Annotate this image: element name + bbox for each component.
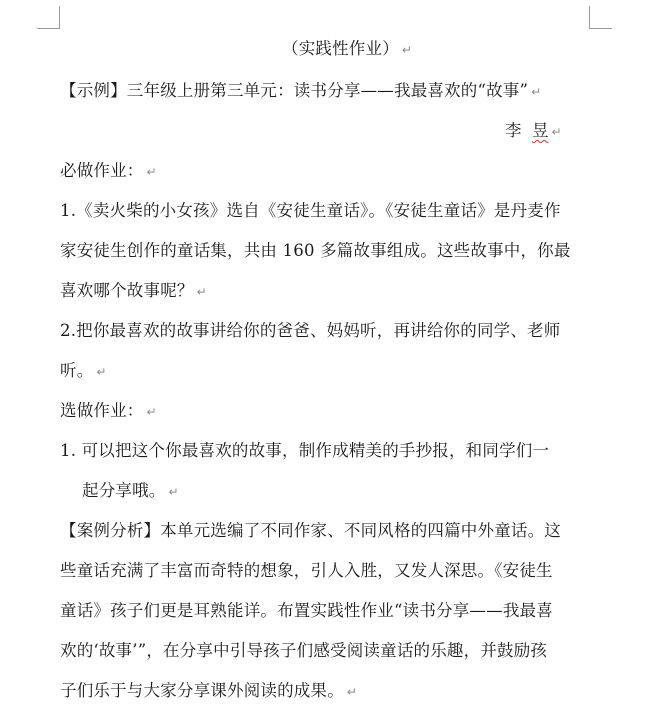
paragraph-text: 家安徒生创作的童话集，共由 160 多篇故事组成。这些故事中，你最 (60, 241, 571, 260)
optional-item-1-line-2[interactable] (82, 480, 179, 503)
paragraph-mark-icon: ↵ (346, 685, 358, 699)
required-item-1-line-3[interactable] (60, 280, 207, 303)
optional-heading-text: 选做作业： (60, 401, 144, 420)
required-item-1-line-2[interactable] (60, 240, 571, 262)
required-heading-text: 必做作业： (60, 161, 144, 180)
paragraph-mark-icon: ↵ (401, 43, 413, 57)
paragraph-text: 2.把你最喜欢的故事讲给你的爸爸、妈妈听，再讲给你的同学、老师 (60, 321, 561, 340)
analysis-line-5[interactable] (60, 680, 357, 703)
title-text: （实践性作业） (282, 39, 399, 58)
example-heading[interactable] (60, 80, 541, 103)
analysis-line-4[interactable] (60, 640, 547, 662)
paragraph-text: 喜欢哪个故事呢？ (60, 281, 194, 300)
paragraph-text: 欢的‘故事’”，在分享中引导孩子们感受阅读童话的乐趣，并鼓励孩 (60, 641, 548, 660)
paragraph-text: 【案例分析】本单元选编了不同作家、不同风格的四篇中外童话。这 (60, 521, 561, 540)
page-corner-mark-top-right (589, 6, 612, 29)
paragraph-mark-icon: ↵ (146, 165, 157, 179)
page-corner-mark-top-left (37, 6, 60, 29)
analysis-line-3[interactable] (60, 600, 553, 622)
required-item-2-line-2[interactable] (60, 360, 107, 383)
document-title[interactable] (282, 38, 412, 61)
paragraph-text: 些童话充满了丰富而奇特的想象，引人入胜，又发人深思。《安徒生 (60, 561, 553, 580)
analysis-line-2[interactable] (60, 560, 553, 582)
optional-heading[interactable] (60, 400, 157, 423)
author-given-name: 李 (505, 121, 522, 140)
paragraph-mark-icon: ↵ (96, 365, 107, 379)
paragraph-mark-icon: ↵ (168, 485, 179, 499)
paragraph-mark-icon: ↵ (196, 285, 207, 299)
analysis-line-1[interactable] (60, 520, 561, 542)
required-item-1-line-1[interactable] (60, 200, 561, 222)
paragraph-text: 听。 (60, 361, 94, 380)
author-line[interactable] (505, 120, 562, 143)
required-item-2-line-1[interactable] (60, 320, 560, 342)
paragraph-mark-icon: ↵ (531, 85, 542, 99)
paragraph-mark-icon: ↵ (146, 405, 157, 419)
paragraph-mark-icon: ↵ (551, 125, 562, 139)
paragraph-text: 1. 可以把这个你最喜欢的故事，制作成精美的手抄报，和同学们一 (60, 441, 550, 460)
paragraph-text: 1.《卖火柴的小女孩》选自《安徒生童话》。《安徒生童话》是丹麦作 (60, 201, 561, 220)
author-family-name: 昱 (532, 121, 549, 140)
paragraph-text: 童话》孩子们更是耳熟能详。布置实践性作业“读书分享——我最喜 (60, 601, 553, 620)
required-heading[interactable] (60, 160, 157, 183)
paragraph-text: 子们乐于与大家分享课外阅读的成果。 (60, 681, 344, 700)
paragraph-text: 起分享哦。 (82, 481, 166, 500)
optional-item-1-line-1[interactable] (60, 440, 549, 462)
example-heading-text: 【示例】三年级上册第三单元：读书分享——我最喜欢的“故事” (60, 81, 529, 100)
